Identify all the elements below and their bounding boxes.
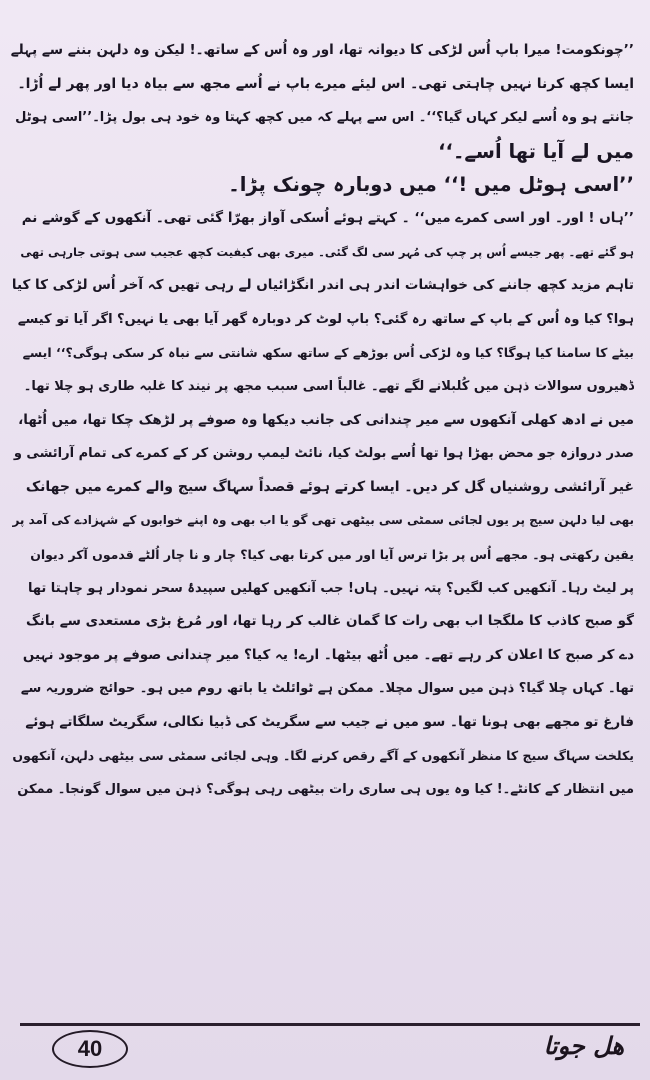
text-line: ’’چونکومت! میرا باپ اُس لڑکی کا دیوانہ تھا، اور وہ اُس کے ساتھ۔! لیکن وہ دلہن بننے سے پہلے: [10, 42, 634, 58]
text-line: ہو گئے تھے۔ پھر جیسے اُس پر چپ کی مُہر سی لگ گئی۔ میری بھی کیفیت کچھ عجیب سی ہوتی جارہی تھی: [20, 244, 634, 259]
text-line: میں لے آیا تھا اُسے۔‘‘: [438, 139, 634, 163]
text-line: بھی لیا دلہن سیج پر یوں لجائی سمٹی سی بیٹھی تھی گو یا اب بھی وہ اپنے خوابوں کے شہزادے کی آمد پر: [12, 513, 634, 528]
page-number: 40: [52, 1030, 128, 1068]
text-line: ڈھیروں سوالات ذہن میں کُلبلانے لگے تھے۔ غالباً اسی سبب مجھ پر نیند کا غلبہ طاری ہو چلا تھا۔: [23, 378, 634, 394]
text-line: یقین رکھتی ہو۔ مجھے اُس پر بڑا ترس آیا اور میں کرتا بھی کیا؟ چار و نا چار اُلٹے قدموں آکر دیوان: [30, 546, 634, 562]
text-line: غیر آرائشی روشنیاں گل کر دیں۔ ایسا کرتے ہوئے قصداً سہاگ سیج والے کمرے میں جھانک: [25, 478, 634, 495]
text-line: تھا۔ کہاں چلا گیا؟ ذہن میں سوال مچلا۔ ممکن ہے ٹوائلٹ یا باتھ روم میں ہو۔ حوائج ضروریہ سے: [20, 681, 634, 697]
paragraph-1: [10, 34, 634, 168]
page-body-text: [10, 34, 634, 807]
text-line: فارغ تو مجھے بھی ہونا تھا۔ سو میں نے جیب سے سگریٹ کی ڈبیا نکالی، سگریٹ سلگاتے ہوئے: [25, 713, 634, 730]
text-line: جانتے ہو وہ اُسے لیکر کہاں گیا؟‘‘۔ اس سے پہلے کہ میں کچھ کہتا وہ خود ہی بول پڑا۔’’اسی ہوٹل: [15, 110, 634, 126]
text-line: دے کر صبح کا اعلان کر رہے تھے۔ میں اُٹھ بیٹھا۔ ارے! یہ کیا؟ میر چندانی صوفے پر موجود نہیں: [22, 646, 634, 663]
text-line: صدر دروازہ جو محض بھڑا ہوا تھا اُسے بولٹ کیا، نائٹ لیمپ روشن کر کے کمرے کی تمام آرائشی و: [13, 446, 634, 462]
text-line: ’’اسی ہوٹل میں !‘‘ میں دوبارہ چونک پڑا۔: [228, 173, 634, 197]
paragraph-2: [10, 168, 634, 202]
text-line: ’’ہاں ! اور۔ اور اسی کمرے میں‘‘ ۔ کہتے ہوئے اُسکی آواز بھرّا گئی تھی۔ آنکھوں کے گوشے نم: [21, 209, 634, 226]
paragraph-3: [10, 202, 634, 807]
text-line: بیٹے کا سامنا کیا ہوگا؟ کیا وہ لڑکی اُس بوڑھے کے ساتھ سکھ شانتی سے نباہ کر سکی ہوگی؟‘‘ ایسے: [22, 345, 634, 361]
text-line: ایسا کچھ کرنا نہیں چاہتی تھی۔ اس لیئے میرے باپ نے اُسے مجھ سے بیاہ دیا اور پھر لے اُڑا۔: [17, 75, 634, 92]
footer-divider: [20, 1023, 640, 1026]
text-line: ہوا؟ کیا وہ اُس کے باپ کے ساتھ رہ گئی؟ باپ لوٹ کر دوبارہ گھر آیا بھی یا نہیں؟ اگر آیا تو کیسے: [17, 311, 634, 327]
running-title: ھل جوتا: [543, 1032, 624, 1060]
text-line: گو صبح کاذب کا ملگجا اب بھی رات کا گمان غالب کر رہا تھا، اور مُرغ بڑی مستعدی سے بانگ: [25, 613, 634, 630]
text-line: پر لیٹ رہا۔ آنکھیں کب لگیں؟ پتہ نہیں۔ ہاں! جب آنکھیں کھلیں سپیدۂ سحر نمودار ہو چاہتا تھا: [27, 580, 634, 596]
text-line: تاہم مزید کچھ جاننے کی خواہشات اندر ہی اندر انگڑائیاں لے رہی تھیں کہ آخر اُس لڑکی کا کیا: [11, 277, 634, 294]
text-line: میں نے ادھ کھلی آنکھوں سے میر چندانی کی جانب دیکھا وہ صوفے پر لڑھک چکا تھا، میں اُٹھا،: [18, 411, 634, 428]
text-line: یکلخت سہاگ سیج کا منظر آنکھوں کے آگے رقص کرنے لگا۔ وہی لجائی سمٹی سی بیٹھی دلہن، آنکھوں: [12, 748, 634, 764]
text-line: میں انتظار کے کانٹے۔! کیا وہ یوں ہی ساری رات بیٹھی رہی ہوگی؟ ذہن میں سوال گونجا۔ ممکن: [17, 782, 634, 798]
